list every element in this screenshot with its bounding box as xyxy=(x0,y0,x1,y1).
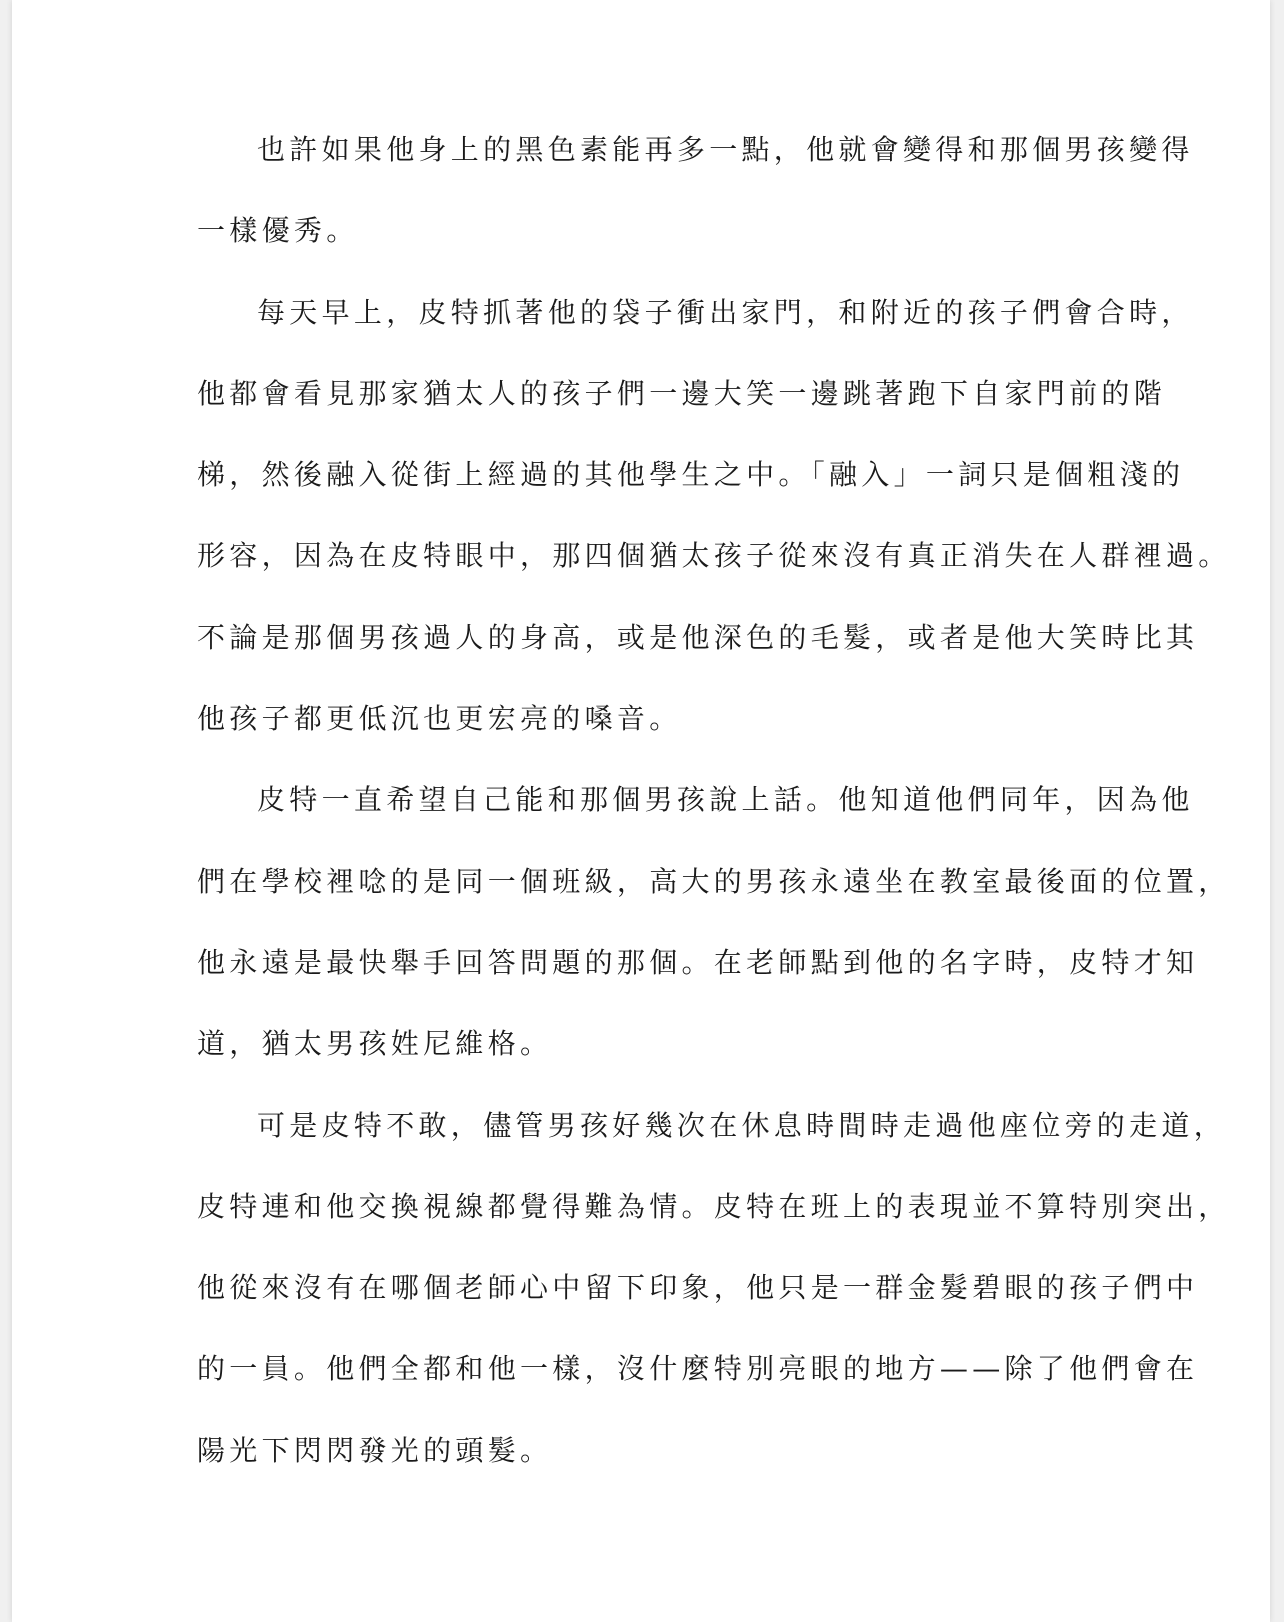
body-text xyxy=(197,130,1231,1512)
text-line: 不論是那個男孩過人的身高，或是他深色的毛髮，或者是他大笑時比其 xyxy=(197,620,1199,654)
text-line: 一樣優秀。 xyxy=(197,214,359,248)
text-line: 道，猶太男孩姓尼維格。 xyxy=(197,1027,553,1061)
text-line: 可是皮特不敢，儘管男孩好幾次在休息時間時走過他座位旁的走道， xyxy=(257,1108,1227,1142)
document-page xyxy=(12,0,1270,1622)
text-line: 他都會看見那家猶太人的孩子們一邊大笑一邊跳著跑下自家門前的階 xyxy=(197,376,1167,410)
text-line: 陽光下閃閃發光的頭髮。 xyxy=(197,1433,553,1467)
text-line: 梯，然後融入從街上經過的其他學生之中。「融入」一詞只是個粗淺的 xyxy=(197,458,1185,492)
text-line: 的一員。他們全都和他一樣，沒什麼特別亮眼的地方——除了他們會在 xyxy=(197,1352,1199,1386)
text-line: 形容，因為在皮特眼中，那四個猶太孩子從來沒有真正消失在人群裡過。 xyxy=(197,539,1231,573)
text-line: 每天早上，皮特抓著他的袋子衝出家門，和附近的孩子們會合時， xyxy=(257,295,1194,329)
text-line: 皮特連和他交換視線都覺得難為情。皮特在班上的表現並不算特別突出， xyxy=(197,1189,1231,1223)
text-line: 們在學校裡唸的是同一個班級，高大的男孩永遠坐在教室最後面的位置， xyxy=(197,864,1231,898)
text-line: 也許如果他身上的黑色素能再多一點，他就會變得和那個男孩變得 xyxy=(257,133,1194,166)
text-line: 他從來沒有在哪個老師心中留下印象，他只是一群金髮碧眼的孩子們中 xyxy=(197,1271,1199,1305)
text-line: 他永遠是最快舉手回答問題的那個。在老師點到他的名字時，皮特才知 xyxy=(197,945,1199,979)
text-line: 他孩子都更低沉也更宏亮的嗓音。 xyxy=(197,702,682,736)
text-line: 皮特一直希望自己能和那個男孩說上話。他知道他們同年，因為他 xyxy=(257,783,1194,817)
